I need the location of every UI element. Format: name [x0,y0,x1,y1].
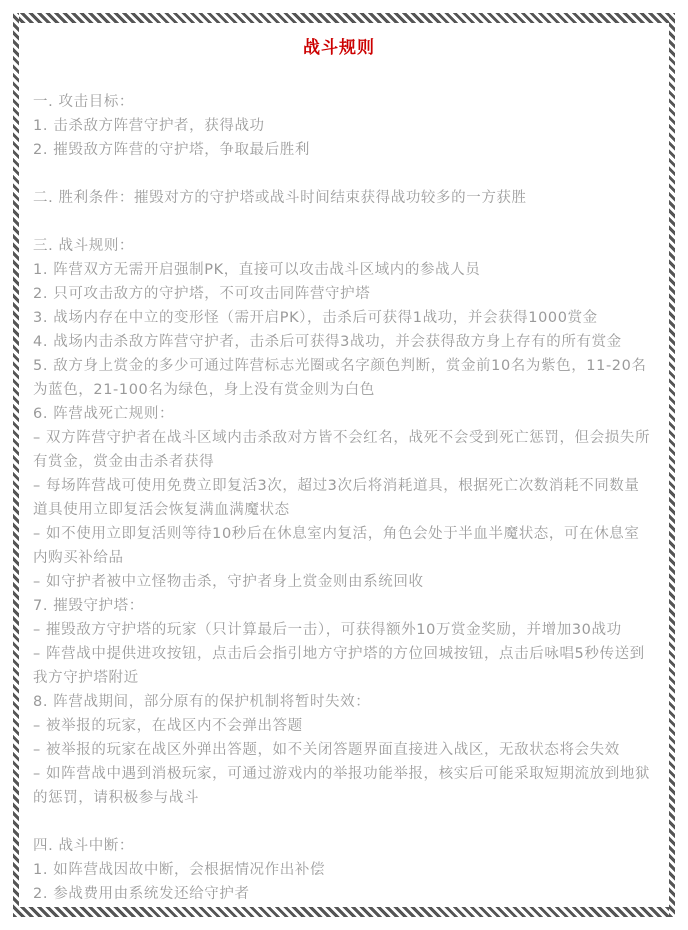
section-spacer [33,810,653,834]
rule-line: – 摧毁敌方守护塔的玩家（只计算最后一击），可获得额外10万赏金奖励，并增加30战功 [33,622,622,638]
section-heading: 三. 战斗规则： [33,238,135,254]
rule-line: – 被举报的玩家，在战区内不会弹出答题 [33,718,303,734]
section-spacer [33,162,653,186]
frame-border-top [13,13,675,23]
section-heading: 四. 战斗中断： [33,838,135,854]
rule-line: 2. 摧毁敌方阵营的守护塔，争取最后胜利 [33,142,310,158]
rule-line: 1. 击杀敌方阵营守护者，获得战功 [33,118,265,134]
section-heading: 一. 攻击目标： [33,94,135,110]
rule-line: 3. 战场内存在中立的变形怪（需开启PK），击杀后可获得1战功，并会获得1000赏金 [33,310,598,326]
page-title: 战斗规则 [303,38,375,58]
rule-line: – 每场阵营战可使用免费立即复活3次，超过3次后将消耗道具，根据死亡次数消耗不同数量道具使用立即复活会恢复满血满魔状态 [33,478,640,518]
rule-line: – 如守护者被中立怪物击杀，守护者身上赏金则由系统回收 [33,574,424,590]
rule-line: – 如阵营战中遇到消极玩家，可通过游戏内的举报功能举报，核实后可能采取短期流放到地狱的惩罚，请积极参与战斗 [33,766,651,806]
section-victory-conditions [33,186,653,210]
frame-border-bottom [13,907,675,917]
rule-line: – 被举报的玩家在战区外弹出答题，如不关闭答题界面直接进入战区，无敌状态将会失效 [33,742,620,758]
section-battle-interruption [33,834,653,906]
rule-line: – 双方阵营守护者在战斗区域内击杀敌对方皆不会红名，战死不会受到死亡惩罚，但会损失所有赏金，赏金由击杀者获得 [33,430,651,470]
rule-line: 1. 阵营双方无需开启强制PK，直接可以攻击战斗区域内的参战人员 [33,262,481,278]
rule-line: 5. 敌方身上赏金的多少可通过阵营标志光圈或名字颜色判断，赏金前10名为紫色，11-20名为蓝色，21-100名为绿色，身上没有赏金则为白色 [33,358,647,398]
section-battle-rules [33,234,653,810]
rule-line: 4. 战场内击杀敌方阵营守护者，击杀后可获得3战功，并会获得敌方身上存有的所有赏金 [33,334,622,350]
section-spacer [33,210,653,234]
section-heading: 二. 胜利条件：摧毁对方的守护塔或战斗时间结束获得战功较多的一方获胜 [33,190,527,206]
rule-line: 2. 只可攻击敌方的守护塔，不可攻击同阵营守护塔 [33,286,371,302]
rule-line: – 阵营战中提供进攻按钮，点击后会指引地方守护塔的方位回城按钮，点击后咏唱5秒传送到我方守护塔附近 [33,646,645,686]
rule-subheading: 7. 摧毁守护塔： [33,598,144,614]
rule-subheading: 8. 阵营战期间，部分原有的保护机制将暂时失效： [33,694,371,710]
frame-border-right [669,13,675,917]
frame-border-left [13,13,19,917]
rule-line: 1. 如阵营战因故中断，会根据情况作出补偿 [33,862,326,878]
section-attack-targets [33,90,653,162]
rule-line: – 如不使用立即复活则等待10秒后在休息室内复活，角色会处于半血半魔状态，可在休息室内购买补给品 [33,526,640,566]
rule-subheading: 6. 阵营战死亡规则： [33,406,175,422]
rule-line: 2. 参战费用由系统发还给守护者 [33,886,250,902]
rules-content [33,36,653,906]
